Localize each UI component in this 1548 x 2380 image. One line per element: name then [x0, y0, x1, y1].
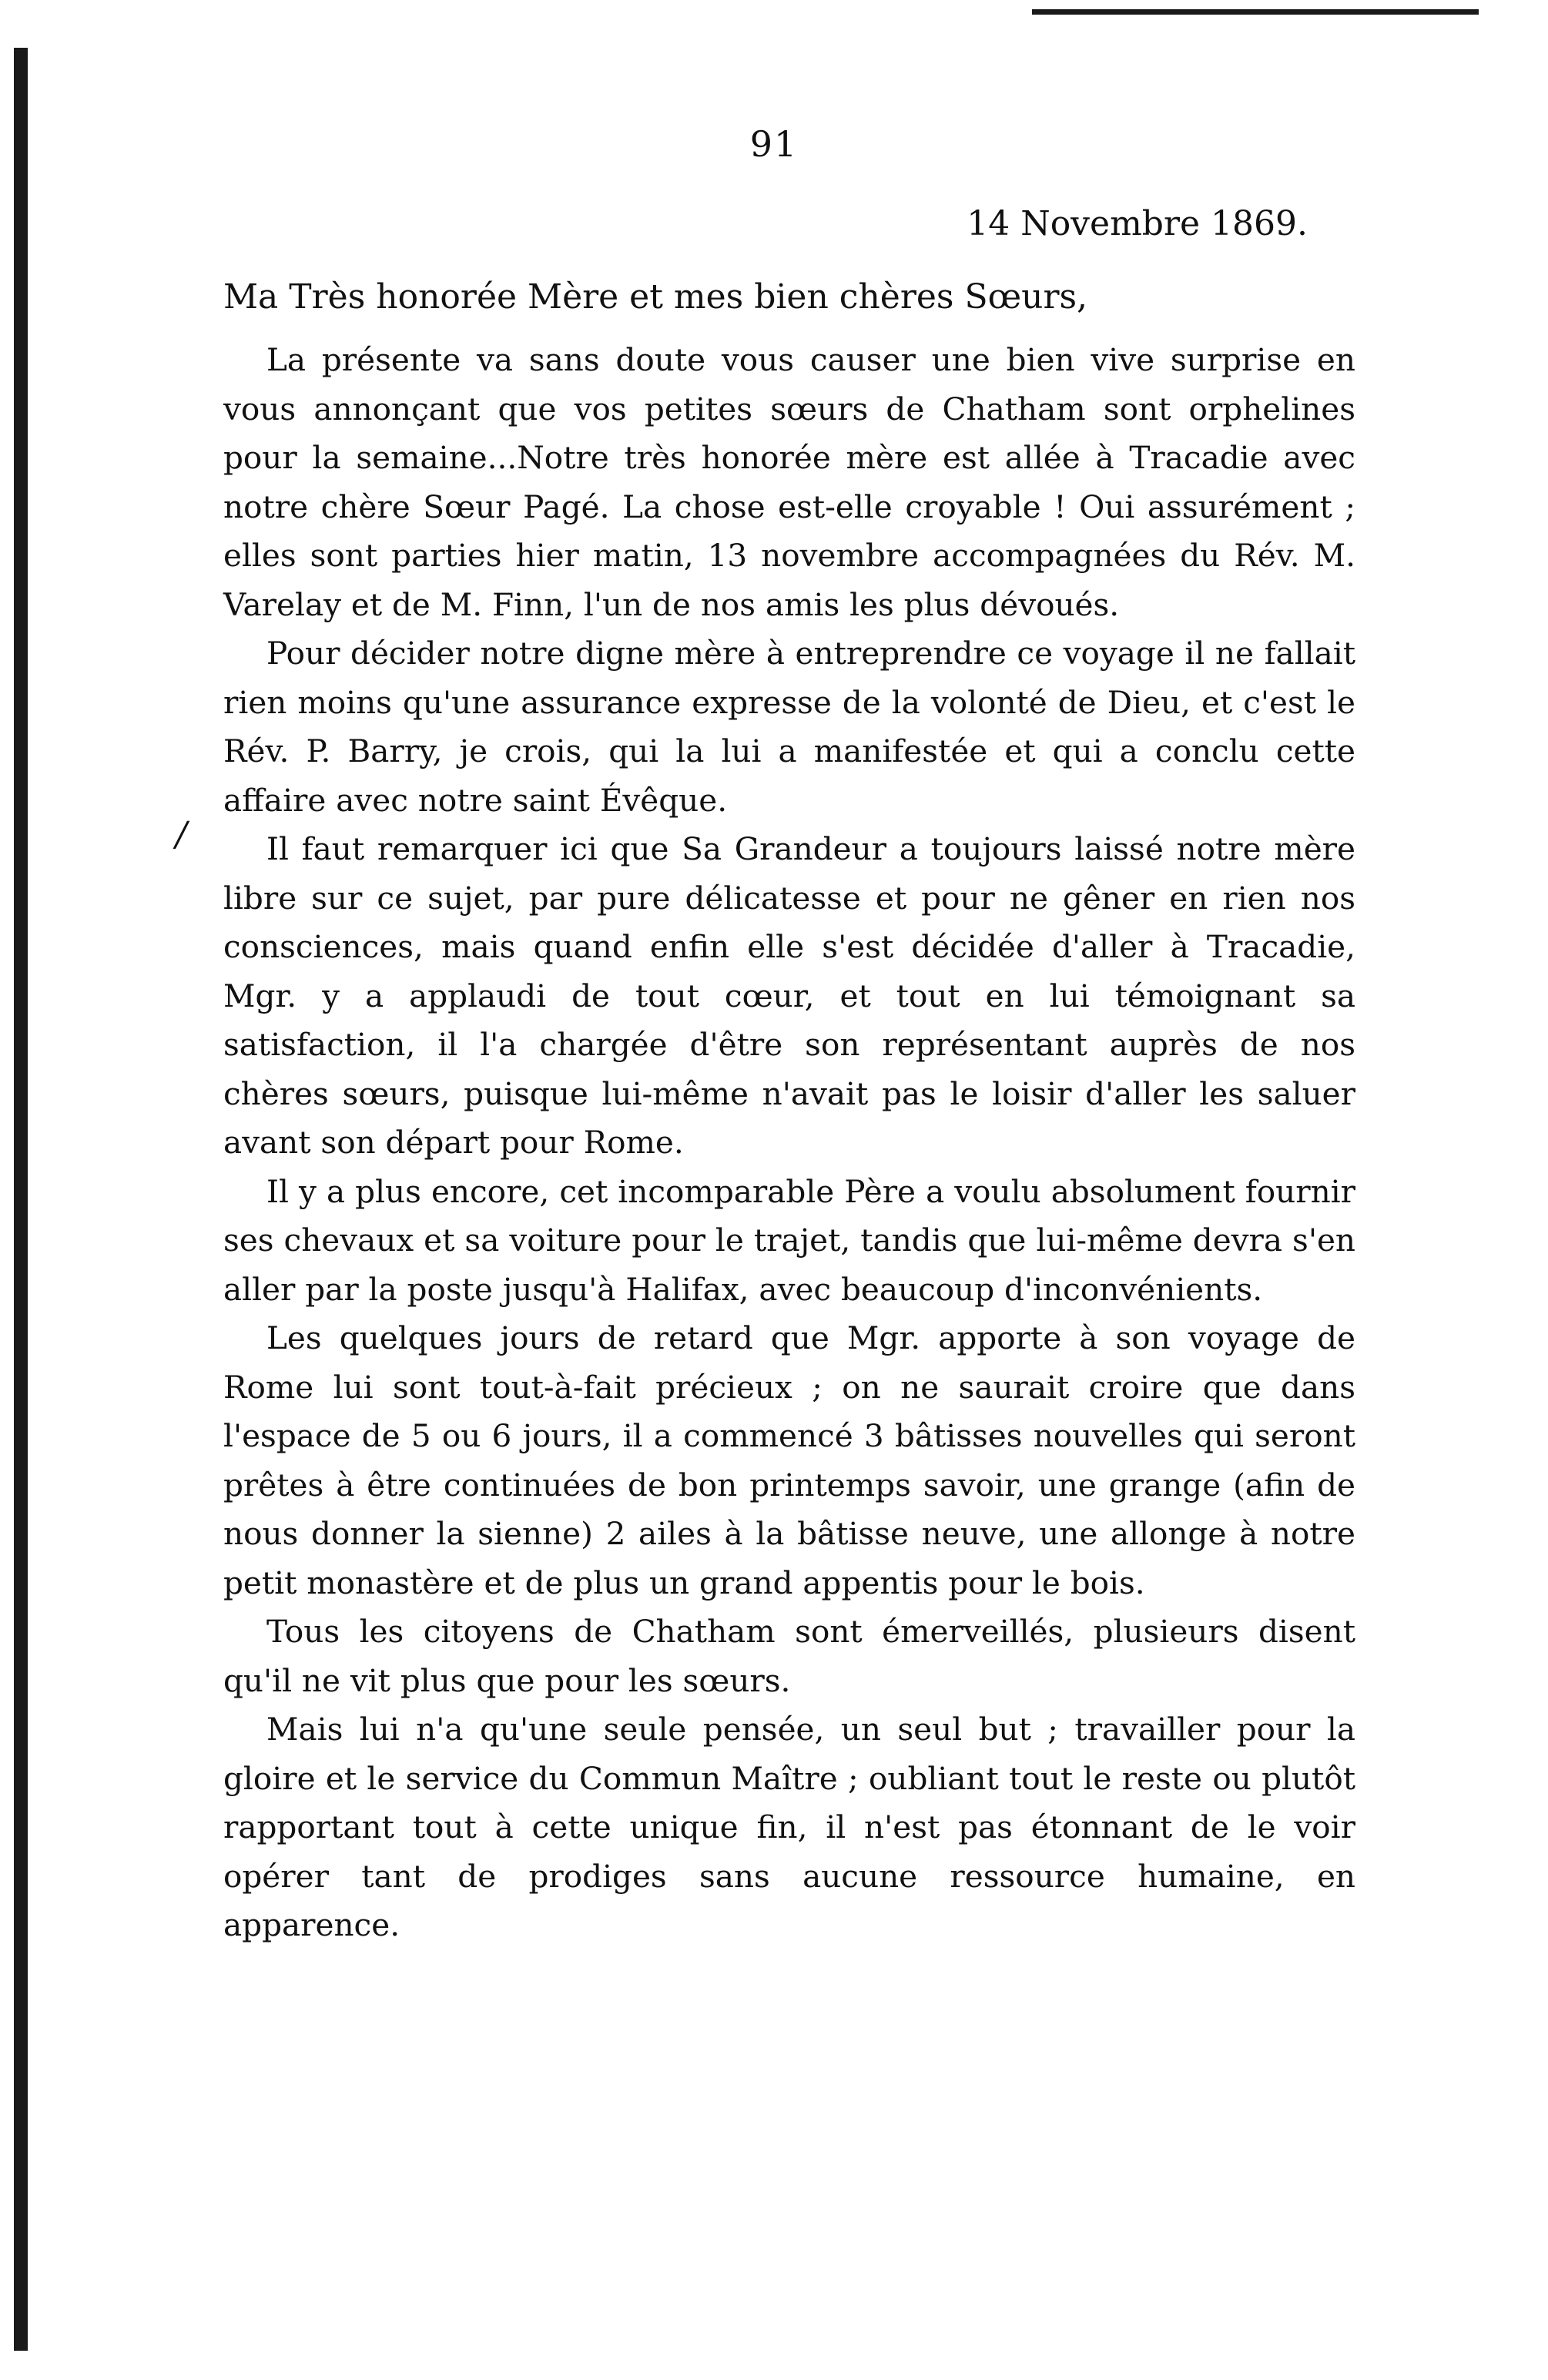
page-number: 91 [749, 123, 799, 165]
letter-body [223, 336, 1355, 1950]
paragraph: Il faut remarquer ici que Sa Grandeur a toujours laissé notre mère libre sur ce sujet, par pure délicatesse et pour ne gêner en rien nos consciences, mais quand enfin elle s'est décidée d'aller à Tracadie, Mgr. y a applaudi de tout cœur, et tout en lui témoignant sa satisfaction, il l'a chargée d'être son représentant auprès de nos chères sœurs, puisque lui-même n'avait pas le loisir d'aller les saluer avant son départ pour Rome. [223, 830, 1355, 1161]
margin-mark: / [176, 815, 187, 854]
paragraph: La présente va sans doute vous causer une bien vive surprise en vous annonçant que vos petites sœurs de Chatham sont orphelines pour la semaine...Notre très honorée mère est allée à Tracadie avec notre chère Sœur Pagé. La chose est-elle croyable ! Oui assurément ; elles sont parties hier matin, 13 novembre accompagnées du Rév. M. Varelay et de M. Finn, l'un de nos amis les plus dévoués. [223, 341, 1355, 623]
paragraph: Il y a plus encore, cet incomparable Père a voulu absolument fournir ses chevaux et sa voiture pour le trajet, tandis que lui-même devra s'en aller par la poste jusqu'à Halifax, avec beaucoup d'inconvénients. [223, 1172, 1355, 1308]
paragraph: Les quelques jours de retard que Mgr. apporte à son voyage de Rome lui sont tout-à-fait précieux ; on ne saurait croire que dans l'espace de 5 ou 6 jours, il a commencé 3 bâtisses nouvelles qui seront prêtes à être continuées de bon printemps savoir, une grange (afin de nous donner la sienne) 2 ailes à la bâtisse neuve, une allonge à notre petit monastère et de plus un grand appentis pour le bois. [223, 1319, 1355, 1601]
salutation: Ma Très honorée Mère et mes bien chères Sœurs, [223, 277, 1088, 317]
letter-date: 14 Novembre 1869. [967, 204, 1308, 243]
binding-edge [14, 48, 28, 2351]
paragraph: Tous les citoyens de Chatham sont émerveillés, plusieurs disent qu'il ne vit plus que pour les sœurs. [223, 1613, 1355, 1699]
paragraph: Mais lui n'a qu'une seule pensée, un seul but ; travailler pour la gloire et le service du Commun Maître ; oubliant tout le reste ou plutôt rapportant tout à cette unique fin, il n'est pas étonnant de le voir opérer tant de prodiges sans aucune ressource humaine, en apparence. [223, 1711, 1355, 1943]
paragraph: Pour décider notre digne mère à entreprendre ce voyage il ne fallait rien moins qu'une assurance expresse de la volonté de Dieu, et c'est le Rév. P. Barry, je crois, qui la lui a manifestée et qui a conclu cette affaire avec notre saint Évêque. [223, 635, 1355, 819]
top-rule [1032, 9, 1479, 15]
